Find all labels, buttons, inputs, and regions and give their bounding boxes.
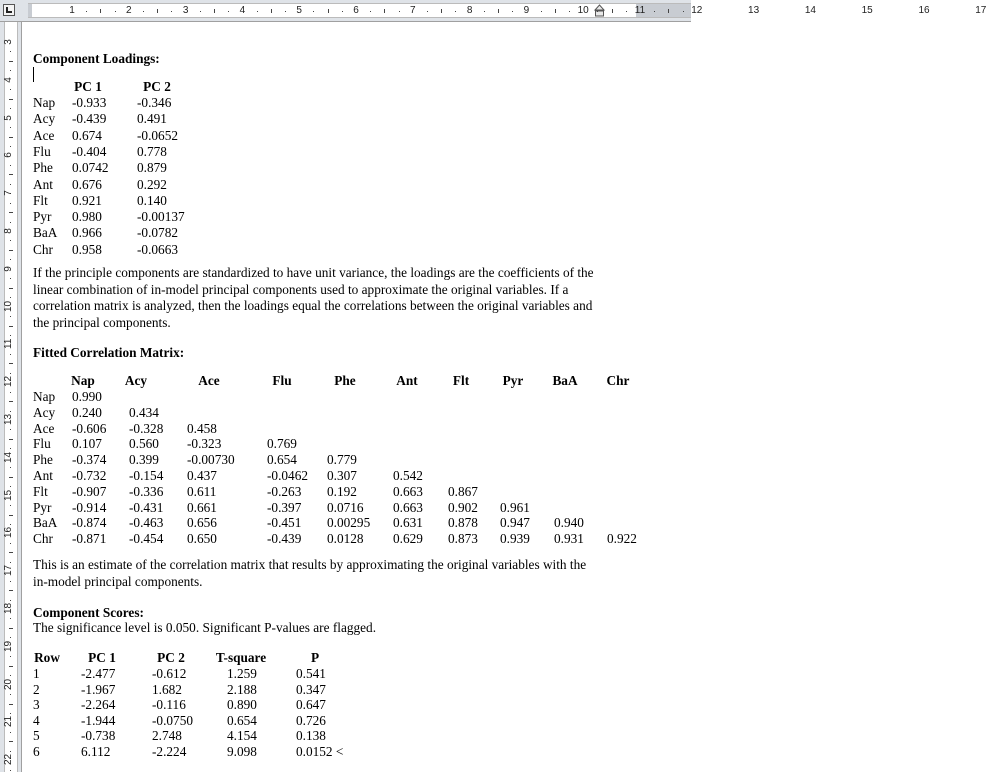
table-cell: 0.947 [500, 515, 530, 531]
row-label: Phe [33, 452, 53, 468]
table-cell: 2.188 [227, 681, 257, 697]
table-cell: -0.907 [72, 483, 107, 499]
ruler-tick [512, 11, 513, 12]
table-cell: 0.434 [129, 404, 159, 420]
paragraph-line: If the principle components are standardized to have unit variance, the loadings are the coefficients of the [33, 265, 594, 280]
column-header: P [310, 650, 320, 665]
ruler-number: 3 [3, 39, 14, 45]
ruler-tick [171, 11, 172, 12]
table-cell: 6.112 [81, 744, 111, 759]
vertical-ruler[interactable] [0, 22, 22, 772]
column-header: PC 1 [74, 79, 102, 94]
row-label: Ant [33, 176, 53, 192]
ruler-tick [683, 11, 684, 12]
table-cell: 0.867 [448, 483, 478, 499]
table-cell: 0.650 [187, 531, 217, 547]
column-header: Pyr [502, 373, 524, 388]
ruler-tick [100, 9, 101, 13]
table-cell: 0.542 [393, 468, 423, 483]
table-cell: -0.451 [267, 515, 302, 531]
ruler-tick [10, 448, 11, 449]
row-label: Pyr [33, 209, 52, 225]
ruler-number: 8 [466, 5, 473, 16]
table-cell: 0.873 [448, 531, 478, 547]
table-cell: 0.107 [72, 436, 102, 452]
ruler-number: 10 [577, 5, 589, 16]
table-cell: -2.264 [81, 697, 116, 713]
table-cell: 0.647 [296, 697, 326, 713]
row-label: Ace [33, 420, 55, 436]
table-cell: -2.477 [81, 666, 116, 681]
ruler-number: 14 [804, 5, 816, 16]
table-cell: 0.0742 [72, 160, 109, 176]
table-cell: 0.661 [187, 499, 217, 515]
ruler-tick [228, 11, 229, 12]
ruler-tick [328, 9, 329, 13]
row-label: Chr [33, 241, 53, 257]
ruler-tick [10, 524, 11, 525]
ruler-tick [10, 146, 11, 147]
table-cell: 0.631 [393, 515, 423, 531]
table-cell: 2.748 [152, 728, 182, 744]
horizontal-ruler-track[interactable] [28, 3, 986, 18]
ruler-tick [9, 401, 13, 402]
ruler-tick [285, 11, 286, 12]
ruler-tick [10, 354, 11, 355]
ruler-tick [200, 11, 201, 12]
table-cell: 0.458 [187, 420, 217, 436]
ruler-tick [9, 137, 13, 138]
ruler-tick [10, 732, 11, 733]
ruler-number: 17 [3, 565, 14, 577]
table-cell: 0.990 [72, 389, 102, 404]
ruler-tick [10, 770, 11, 771]
ruler-tick [10, 335, 11, 336]
ruler-tick [10, 600, 11, 601]
ruler-number: 17 [975, 5, 986, 16]
row-number: 6 [33, 744, 40, 759]
row-label: Acy [33, 111, 56, 127]
column-header: Flu [272, 373, 292, 388]
ruler-tick [9, 515, 13, 516]
ruler-tick [9, 704, 13, 705]
ruler-number: 3 [182, 5, 189, 16]
ruler-tick [10, 675, 11, 676]
document-page[interactable] [22, 22, 691, 772]
table-cell: 0.966 [72, 225, 102, 241]
ruler-tick [9, 212, 13, 213]
table-cell: 0.674 [72, 127, 102, 143]
column-header: Row [34, 650, 60, 665]
ruler-tick [257, 11, 258, 12]
table-cell: -0.0652 [137, 127, 178, 143]
table-cell: -0.263 [267, 483, 302, 499]
table-cell: -0.933 [72, 95, 107, 110]
table-cell: 0.958 [72, 241, 102, 257]
ruler-tick [313, 11, 314, 12]
table-cell: 0.931 [554, 531, 584, 547]
table-cell: -0.431 [129, 499, 164, 515]
paragraph-line: linear combination of in-model principal components used to approximate the original variables. If a [33, 281, 569, 297]
table-cell: 4.154 [227, 728, 257, 744]
ruler-number: 4 [239, 5, 246, 16]
table-cell: 0.399 [129, 452, 159, 468]
table-cell: 0.437 [187, 468, 217, 483]
table-cell: 0.663 [393, 483, 423, 499]
ruler-tick [10, 70, 11, 71]
table-cell: -0.0782 [137, 225, 178, 241]
ruler-tick [370, 11, 371, 12]
ruler-tick [9, 590, 13, 591]
table-cell: 0.138 [296, 728, 326, 744]
ruler-tick [555, 9, 556, 13]
table-cell: 1.682 [152, 681, 182, 697]
table-cell: 0.654 [227, 712, 257, 728]
ruler-tick [10, 259, 11, 260]
ruler-number: 7 [410, 5, 416, 16]
paragraph-line: the principal components. [33, 314, 171, 330]
ruler-tick [10, 694, 11, 695]
ruler-tick [484, 11, 485, 12]
ruler-tick [9, 99, 13, 100]
ruler-tick [10, 467, 11, 468]
ruler-tick [10, 184, 11, 185]
ruler-tick [427, 11, 428, 12]
ruler-tick [10, 543, 11, 544]
ruler-tick [9, 741, 13, 742]
table-cell: -0.336 [129, 483, 164, 499]
table-cell: -0.374 [72, 452, 107, 468]
ruler-tick [9, 666, 13, 667]
ruler-number: 8 [3, 228, 14, 234]
ruler-tick [441, 9, 442, 13]
row-label: Flt [33, 192, 48, 208]
table-cell: -0.612 [152, 666, 187, 681]
column-header: Phe [334, 373, 356, 388]
table-cell: 0.778 [137, 143, 167, 159]
table-cell: -0.328 [129, 420, 164, 436]
table-cell: -0.0663 [137, 241, 178, 257]
ruler-tick [10, 316, 11, 317]
tab-stop-selector-icon[interactable] [3, 4, 15, 16]
table-cell: -0.404 [72, 143, 107, 159]
ruler-tick [10, 505, 11, 506]
ruler-tick [10, 656, 11, 657]
ruler-tick [9, 552, 13, 553]
ruler-number: 16 [3, 527, 14, 539]
table-cell: 0.240 [72, 404, 102, 420]
table-cell: -0.606 [72, 420, 107, 436]
ruler-tick [10, 562, 11, 563]
table-cell: 0.192 [327, 483, 357, 499]
row-number: 2 [33, 681, 40, 697]
row-number: 5 [33, 728, 40, 744]
table-cell: -1.967 [81, 681, 116, 697]
ruler-tick [10, 278, 11, 279]
row-label: BaA [33, 225, 58, 241]
table-cell: -0.0750 [152, 712, 193, 728]
column-header: T-square [215, 650, 267, 665]
ruler-tick [9, 250, 13, 251]
table-cell: -0.397 [267, 499, 302, 515]
table-cell: 0.0128 [327, 531, 364, 547]
row-label: Ant [33, 468, 53, 483]
table-cell: -0.463 [129, 515, 164, 531]
table-cell: 0.629 [393, 531, 423, 547]
table-cell: 0.769 [267, 436, 297, 452]
ruler-tick [384, 9, 385, 13]
ruler-tick [9, 288, 13, 289]
table-cell: -0.116 [152, 697, 186, 713]
table-cell: 0.541 [296, 666, 326, 681]
table-cell: 0.879 [137, 160, 167, 176]
table-cell: 0.292 [137, 176, 167, 192]
column-header: Flt [452, 373, 470, 388]
ruler-tick [157, 9, 158, 13]
ruler-number: 7 [3, 190, 14, 196]
table-cell: -2.224 [152, 744, 187, 759]
table-cell: -0.346 [137, 95, 172, 110]
ruler-tick [10, 297, 11, 298]
column-header: Nap [71, 373, 95, 388]
ruler-number: 11 [634, 5, 646, 16]
table-cell: -0.439 [267, 531, 302, 547]
row-label: Nap [33, 95, 56, 110]
column-header: PC 2 [143, 79, 171, 94]
table-cell: 0.00295 [327, 515, 371, 531]
paragraph-line: This is an estimate of the correlation matrix that results by approximating the original variables with the [33, 557, 587, 572]
left-margin-area [28, 4, 32, 17]
table-cell: 0.902 [448, 499, 478, 515]
table-cell: 0.940 [554, 515, 584, 531]
significance-note: The significance level is 0.050. Significant P-values are flagged. [33, 620, 377, 635]
paragraph-line: in-model principal components. [33, 573, 203, 589]
ruler-tick [10, 581, 11, 582]
ruler-tick [10, 203, 11, 204]
row-label: Ace [33, 127, 55, 143]
horizontal-ruler[interactable] [0, 0, 986, 22]
column-header: Acy [124, 373, 148, 388]
ruler-number: 5 [3, 114, 14, 121]
table-cell: 0.654 [267, 452, 297, 468]
table-cell: -0.439 [72, 111, 107, 127]
ruler-number: 12 [691, 5, 703, 16]
ruler-number: 4 [3, 77, 14, 83]
column-header: Ace [198, 373, 220, 388]
ruler-number: 11 [3, 339, 14, 350]
row-label: Phe [33, 160, 53, 176]
paragraph-line: correlation matrix is analyzed, then the loadings equal the correlations between the original variables and [33, 298, 593, 313]
column-header: BaA [552, 373, 578, 388]
table-cell: 0.921 [72, 192, 102, 208]
row-label: Pyr [33, 499, 52, 515]
table-cell: 0.890 [227, 697, 257, 713]
ruler-number: 9 [523, 5, 530, 16]
ruler-number: 6 [3, 152, 14, 159]
table-cell: -0.00730 [187, 452, 235, 468]
ruler-tick [9, 174, 13, 175]
table-cell: 0.939 [500, 531, 530, 547]
ruler-tick [10, 222, 11, 223]
ruler-number: 15 [861, 5, 873, 16]
table-cell: 0.347 [296, 681, 326, 697]
right-indent-marker-icon[interactable] [595, 5, 604, 17]
row-label: Flu [33, 143, 51, 159]
column-header: Chr [606, 373, 630, 388]
ruler-number: 1 [69, 5, 75, 16]
column-header: PC 2 [157, 650, 185, 665]
ruler-tick [612, 9, 613, 13]
ruler-number: 16 [918, 5, 930, 16]
ruler-tick [10, 89, 11, 90]
table-cell: 0.663 [393, 499, 423, 515]
table-cell: 0.656 [187, 515, 217, 531]
table-cell: 0.491 [137, 111, 167, 127]
table-cell: -0.154 [129, 468, 164, 483]
ruler-tick [10, 486, 11, 487]
table-cell: 0.140 [137, 192, 167, 208]
ruler-tick [9, 439, 13, 440]
ruler-tick [9, 628, 13, 629]
table-cell: 0.878 [448, 515, 478, 531]
ruler-tick [541, 11, 542, 12]
table-cell: 0.922 [607, 531, 637, 547]
ruler-number: 5 [296, 5, 302, 16]
ruler-tick [10, 392, 11, 393]
text-cursor [33, 67, 34, 82]
ruler-tick [10, 240, 11, 241]
ruler-number: 22 [3, 754, 14, 766]
table-cell: -0.874 [72, 515, 107, 531]
row-number: 4 [33, 712, 40, 728]
table-cell: 0.980 [72, 209, 102, 225]
ruler-tick [143, 11, 144, 12]
row-label: BaA [33, 515, 58, 531]
loadings-heading: Component Loadings: [33, 51, 160, 66]
table-cell: -0.0462 [267, 468, 308, 483]
ruler-number: 9 [3, 266, 14, 272]
ruler-tick [115, 11, 116, 12]
scores-heading: Component Scores: [33, 605, 144, 620]
ruler-number: 10 [3, 300, 14, 312]
table-cell: 1.259 [227, 666, 257, 681]
ruler-tick [10, 751, 11, 752]
row-number: 3 [33, 697, 40, 713]
ruler-number: 21 [3, 716, 14, 728]
row-label: Nap [33, 389, 56, 404]
ruler-tick [9, 363, 13, 364]
ruler-tick [10, 51, 11, 52]
table-cell: 9.098 [227, 744, 257, 759]
ruler-tick [214, 9, 215, 13]
ruler-tick [10, 373, 11, 374]
table-cell: 0.560 [129, 436, 159, 452]
ruler-number: 12 [3, 376, 14, 388]
table-cell: -0.871 [72, 531, 107, 547]
ruler-tick [455, 11, 456, 12]
ruler-tick [10, 637, 11, 638]
ruler-tick [654, 11, 655, 12]
table-cell: 0.0716 [327, 499, 364, 515]
table-cell: -0.738 [81, 728, 116, 744]
ruler-tick [10, 127, 11, 128]
ruler-tick [10, 108, 11, 109]
ruler-tick [668, 9, 669, 13]
ruler-number: 13 [3, 413, 14, 425]
ruler-number: 6 [353, 5, 359, 16]
table-cell: -0.732 [72, 468, 107, 483]
ruler-tick [9, 326, 13, 327]
vertical-ruler-track[interactable] [4, 22, 18, 772]
ruler-number: 20 [3, 678, 14, 690]
ruler-tick [10, 429, 11, 430]
row-label: Acy [33, 404, 56, 420]
ruler-tick [10, 713, 11, 714]
row-label: Flt [33, 483, 48, 499]
table-cell: 0.0152 < [296, 744, 344, 759]
table-cell: 0.611 [187, 483, 217, 499]
row-label: Chr [33, 531, 53, 547]
ruler-tick [10, 618, 11, 619]
ruler-tick [569, 11, 570, 12]
ruler-number: 19 [3, 640, 14, 652]
ruler-tick [597, 11, 598, 12]
ruler-tick [271, 9, 272, 13]
table-cell: -0.454 [129, 531, 164, 547]
table-cell: -0.00137 [137, 209, 185, 225]
table-cell: 0.779 [327, 452, 357, 468]
table-cell: 0.961 [500, 499, 530, 515]
column-header: PC 1 [88, 650, 116, 665]
row-number: 1 [33, 666, 40, 681]
ruler-tick [86, 11, 87, 12]
ruler-number: 14 [3, 451, 14, 463]
ruler-tick [342, 11, 343, 12]
ruler-tick [9, 477, 13, 478]
table-cell: 0.307 [327, 468, 357, 483]
table-cell: -0.914 [72, 499, 107, 515]
row-label: Flu [33, 436, 51, 452]
table-cell: -1.944 [81, 712, 116, 728]
table-cell: -0.323 [187, 436, 222, 452]
ruler-number: 15 [3, 489, 14, 501]
ruler-tick [399, 11, 400, 12]
ruler-number: 2 [126, 5, 132, 16]
ruler-tick [10, 411, 11, 412]
table-cell: 0.676 [72, 176, 102, 192]
ruler-tick [9, 61, 13, 62]
table-cell: 0.726 [296, 712, 326, 728]
column-header: Ant [396, 373, 418, 388]
ruler-number: 13 [748, 5, 760, 16]
ruler-tick [498, 9, 499, 13]
ruler-number: 18 [3, 602, 14, 614]
ruler-tick [626, 11, 627, 12]
ruler-tick [10, 165, 11, 166]
correlation-heading: Fitted Correlation Matrix: [33, 345, 185, 360]
